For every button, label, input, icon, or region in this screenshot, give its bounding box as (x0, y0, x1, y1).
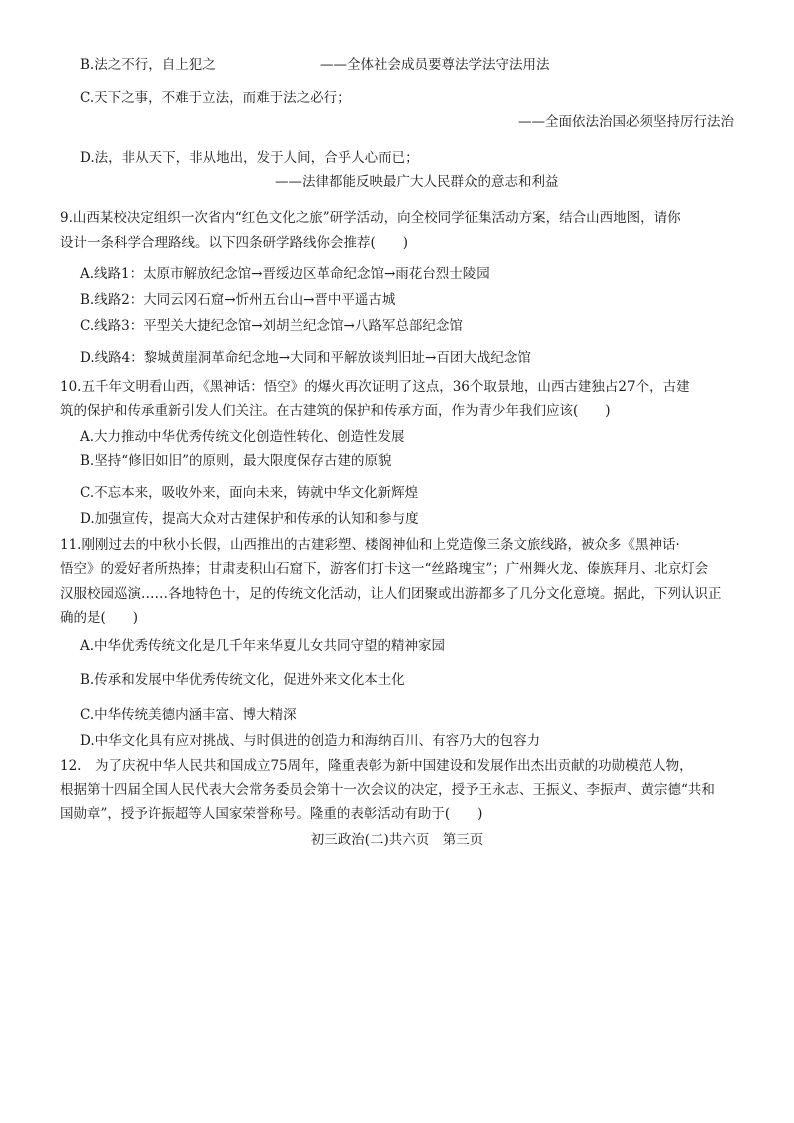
q11-stem-line-1: 11.刚刚过去的中秋小长假，山西推出的古建彩塑、楼阁神仙和上党造像三条文旅线路，被众多《黑神话· (60, 537, 680, 553)
q10-stem-line-2: 筑的保护和传承重新引发人们关注。在古建筑的保护和传承方面，作为青少年我们应该( ) (60, 403, 611, 419)
q10-option-a: A.大力推动中华优秀传统文化创造性转化、创造性发展 (80, 429, 405, 445)
q9-option-c: C.线路3：平型关大捷纪念馆→刘胡兰纪念馆→八路军总部纪念馆 (80, 318, 463, 334)
page-footer: 初三政治(二)共六页 第三页 (310, 832, 484, 848)
q10-stem-line-1: 10.五千年文明看山西，《黑神话：悟空》的爆火再次证明了这点，36个取景地，山西古建独占27个，古建 (60, 379, 690, 395)
q9-option-d: D.线路4：黎城黄崖洞革命纪念地→大同和平解放谈判旧址→百团大战纪念馆 (80, 350, 531, 366)
q8-option-d: D.法，非从天下，非从地出，发于人间，合乎人心而已； (80, 150, 419, 166)
q9-stem-line-1: 9.山西某校决定组织一次省内“红色文化之旅”研学活动，向全校同学征集活动方案，结合山西地图，请你 (60, 210, 681, 226)
q12-stem-line-1: 12. 为了庆祝中华人民共和国成立75周年，隆重表彰为新中国建设和发展作出杰出贡献的功勋模范人物， (60, 758, 693, 774)
q12-stem-line-2: 根据第十四届全国人民代表大会常务委员会第十一次会议的决定，授予王永志、王振义、李振声、黄宗德“共和 (60, 782, 715, 798)
q11-stem-line-2: 悟空》的爱好者所热捧；甘肃麦积山石窟下，游客们打卡这一“丝路瑰宝”；广州舞火龙、傣族拜月、北京灯会 (60, 561, 709, 577)
q12-stem-line-3: 国勋章”，授予许振超等人国家荣誉称号。隆重的表彰活动有助于( ) (60, 806, 483, 822)
q10-option-d: D.加强宣传，提高大众对古建保护和传承的认知和参与度 (80, 511, 419, 527)
q11-option-c: C.中华传统美德内涵丰富、博大精深 (80, 707, 297, 723)
q9-option-a: A.线路1：太原市解放纪念馆→晋绥边区革命纪念馆→雨花台烈士陵园 (80, 266, 490, 282)
q11-option-d: D.中华文化具有应对挑战、与时俱进的创造力和海纳百川、有容乃大的包容力 (80, 733, 541, 749)
q9-stem-line-2: 设计一条科学合理路线。以下四条研学路线你会推荐( ) (60, 235, 409, 251)
q8-option-b: B.法之不行，自上犯之 (80, 57, 216, 73)
q11-option-a: A.中华优秀传统文化是几千年来华夏儿女共同守望的精神家园 (80, 638, 446, 654)
q10-option-c: C.不忘本来，吸收外来，面向未来，铸就中华文化新辉煌 (80, 485, 419, 501)
q11-option-b: B.传承和发展中华优秀传统文化，促进外来文化本土化 (80, 672, 405, 688)
q8-option-b-note: ——全体社会成员要尊法学法守法用法 (320, 57, 550, 73)
q11-stem-line-4: 确的是( ) (60, 610, 139, 626)
q11-stem-line-3: 汉服校园巡演……各地特色十，足的传统文化活动，让人们团聚或出游都多了几分文化意境。据此，下列认识正 (60, 586, 722, 602)
q8-option-d-note: ——法律都能反映最广大人民群众的意志和利益 (275, 174, 559, 190)
q8-option-c: C.天下之事，不难于立法，而难于法之必行； (80, 90, 351, 106)
q10-option-b: B.坚持“修旧如旧”的原则，最大限度保存古建的原貌 (80, 453, 392, 469)
q8-option-c-note: ——全面依法治国必须坚持厉行法治 (518, 114, 734, 130)
q9-option-b: B.线路2：大同云冈石窟→忻州五台山→晋中平遥古城 (80, 292, 396, 308)
